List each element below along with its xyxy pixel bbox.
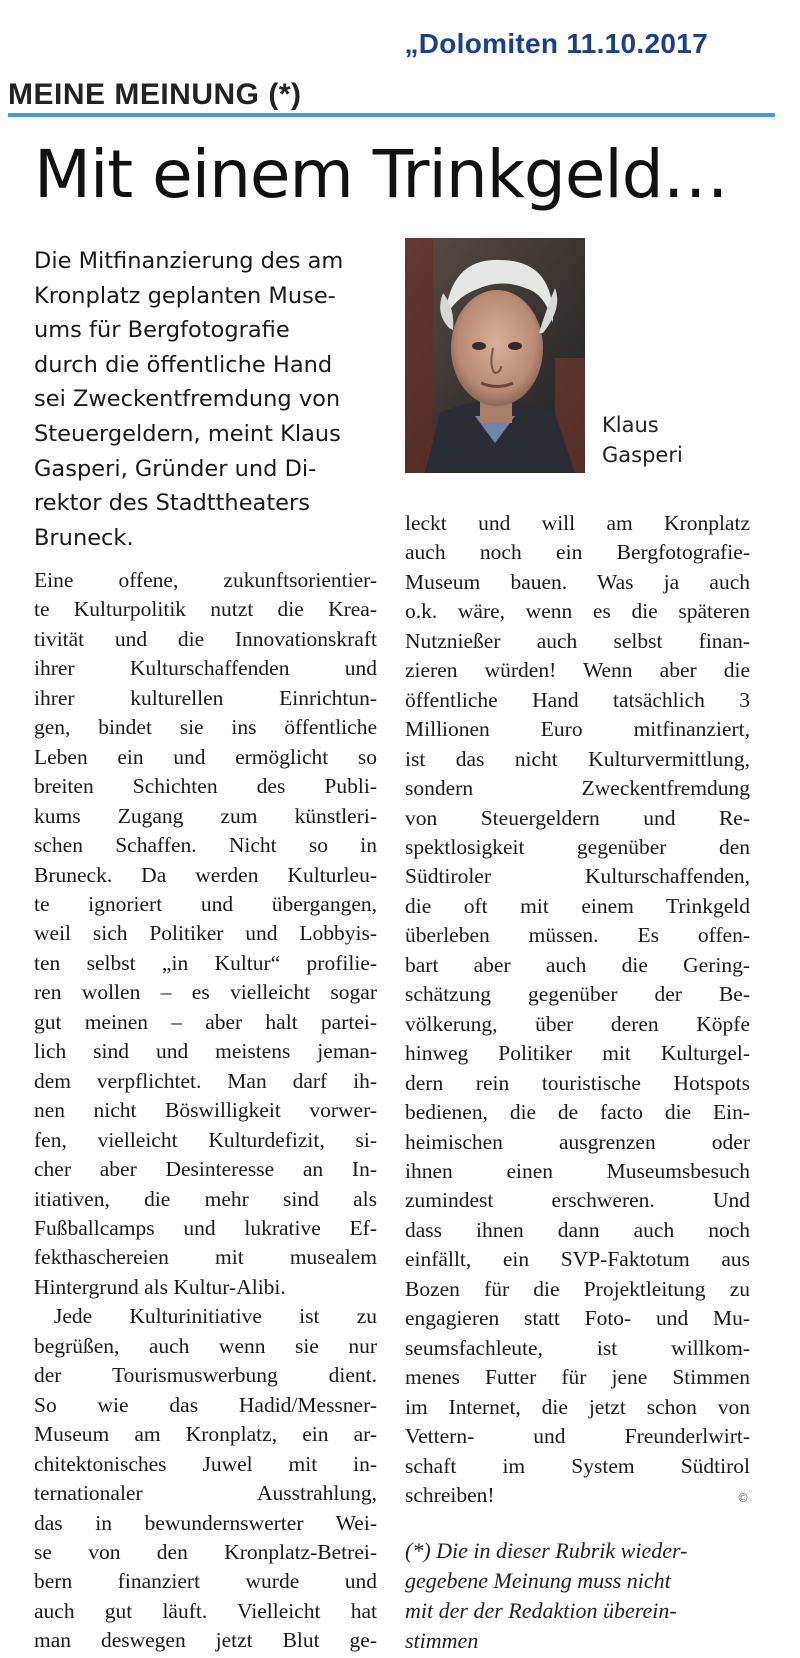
body-line: dass ihnen dann auch noch bbox=[405, 1217, 750, 1242]
body-line: völkerung, über deren Köpfe bbox=[405, 1011, 750, 1036]
body-line: breiten Schichten des Publi- bbox=[34, 774, 377, 799]
body-line: Bozen für die Projektleitung zu bbox=[405, 1276, 750, 1301]
rubric-title: MEINE MEINUNG (*) bbox=[8, 78, 302, 111]
body-line: Südtiroler Kulturschaffenden, bbox=[405, 864, 750, 889]
body-line: Fußballcamps und lukrative Ef- bbox=[34, 1215, 377, 1240]
article-body-right-column bbox=[405, 509, 750, 1510]
body-line: leckt und will am Kronplatz bbox=[405, 511, 750, 535]
body-line: seumsfachleute, ist willkom- bbox=[405, 1335, 750, 1360]
body-line: o.k. wäre, wenn es die späteren bbox=[405, 599, 750, 624]
body-line: gut meinen – aber halt partei- bbox=[34, 1009, 377, 1034]
body-line: te ignoriert und übergangen, bbox=[34, 891, 377, 916]
article-headline: Mit einem Trinkgeld… bbox=[34, 136, 728, 213]
body-line: weil sich Politiker und Lobbyis- bbox=[34, 921, 377, 946]
lead-line: Bruneck. bbox=[34, 524, 134, 551]
disclaimer-line: gegebene Meinung muss nicht bbox=[405, 1568, 671, 1593]
body-line: Vettern- und Freunderlwirt- bbox=[405, 1424, 750, 1449]
body-line: Jede Kulturinitiative ist zu bbox=[54, 1304, 377, 1329]
body-line: gen, bindet sie ins öffentliche bbox=[34, 715, 377, 740]
disclaimer-line: stimmen bbox=[405, 1628, 479, 1653]
body-line: Nutznießer auch selbst finan- bbox=[405, 628, 750, 653]
body-line: bedienen, die de facto die Ein- bbox=[405, 1100, 750, 1125]
body-line: bern finanziert wurde und bbox=[34, 1569, 377, 1594]
body-line: ihrer Kulturschaffenden und bbox=[34, 656, 377, 681]
body-line: im Internet, die jetzt schon von bbox=[405, 1394, 750, 1419]
body-line: der Tourismuswerbung dient. bbox=[34, 1363, 377, 1388]
body-line: auch gut läuft. Vielleicht hat bbox=[34, 1598, 377, 1623]
article-body-left-column bbox=[34, 566, 377, 1656]
caption-line: Klaus bbox=[602, 413, 659, 437]
body-line: fekthaschereien mit musealem bbox=[34, 1245, 377, 1270]
body-line: von Steuergeldern und Re- bbox=[405, 805, 750, 830]
lead-line: rektor des Stadttheaters bbox=[34, 490, 310, 517]
body-line: hinweg Politiker mit Kulturgel- bbox=[405, 1041, 750, 1066]
lead-line: durch die öffentliche Hand bbox=[34, 351, 333, 378]
body-line: das in bewundernswerter Wei- bbox=[34, 1510, 377, 1535]
disclaimer-line: (*) Die in dieser Rubrik wieder- bbox=[405, 1538, 688, 1563]
body-line: te Kulturpolitik nutzt die Krea- bbox=[34, 597, 377, 622]
disclaimer-line: mit der der Redaktion überein- bbox=[405, 1598, 677, 1623]
lead-line: Die Mitfinanzierung des am bbox=[34, 248, 344, 274]
body-line: menes Futter für jene Stimmen bbox=[405, 1365, 750, 1390]
body-line: itiativen, die mehr sind als bbox=[34, 1186, 377, 1211]
body-line: ternationaler Ausstrahlung, bbox=[34, 1481, 377, 1506]
body-line: ren wollen – es vielleicht sogar bbox=[34, 980, 377, 1005]
body-line: sondern Zweckentfremdung bbox=[405, 776, 750, 801]
lead-line: Kronplatz geplanten Muse- bbox=[34, 282, 336, 309]
body-line: se von den Kronplatz-Betrei- bbox=[34, 1539, 377, 1564]
body-line: einfällt, ein SVP-Faktotum aus bbox=[405, 1247, 750, 1272]
body-line: begrüßen, auch wenn sie nur bbox=[34, 1333, 377, 1358]
body-line: engagieren statt Foto- und Mu- bbox=[405, 1306, 750, 1331]
body-line: Leben ein und ermöglicht so bbox=[34, 744, 377, 769]
body-line: zumindest erschweren. Und bbox=[405, 1188, 750, 1213]
body-line: ten selbst „in Kultur“ profilie- bbox=[34, 950, 377, 975]
body-line: ihrer kulturellen Einrichtun- bbox=[34, 685, 377, 710]
copyright-mark: © bbox=[737, 1491, 749, 1505]
body-line: Millionen Euro mitfinanziert, bbox=[405, 717, 750, 742]
lead-line: Steuergeldern, meint Klaus bbox=[34, 420, 341, 447]
body-line: Bruneck. Da werden Kulturleu- bbox=[34, 862, 377, 887]
rubric-disclaimer bbox=[405, 1536, 750, 1656]
body-line: kums Zugang zum künstleri- bbox=[34, 803, 377, 828]
body-line: die oft mit einem Trinkgeld bbox=[405, 893, 750, 918]
body-line: tivität und die Innovationskraft bbox=[34, 626, 377, 651]
body-line: So wie das Hadid/Messner- bbox=[34, 1392, 377, 1417]
body-line: bart aber auch die Gering- bbox=[405, 952, 750, 977]
body-line: nen nicht Böswilligkeit vorwer- bbox=[34, 1098, 377, 1123]
body-line: schaft im System Südtirol bbox=[405, 1453, 750, 1478]
newspaper-source-date: „Dolomiten 11.10.2017 bbox=[404, 28, 708, 59]
body-line: überleben müssen. Es offen- bbox=[405, 923, 750, 948]
caption-line: Gasperi bbox=[602, 443, 683, 467]
body-line: Museum am Kronplatz, ein ar- bbox=[34, 1422, 377, 1447]
portrait-illustration bbox=[405, 238, 585, 473]
body-line: heimischen ausgrenzen oder bbox=[405, 1129, 750, 1154]
body-line: ist das nicht Kulturvermittlung, bbox=[405, 746, 750, 771]
body-line: schreiben! bbox=[405, 1482, 495, 1507]
body-line: Eine offene, zukunftsorientier- bbox=[34, 568, 377, 592]
body-line: spektlosigkeit gegenüber den bbox=[405, 834, 750, 859]
body-line: schen Schaffen. Nicht so in bbox=[34, 833, 377, 858]
body-line: dern rein touristische Hotspots bbox=[405, 1070, 750, 1095]
author-portrait-photo bbox=[405, 238, 585, 473]
lead-line: sei Zweckentfremdung von bbox=[34, 386, 341, 413]
body-line: schätzung gegenüber der Be- bbox=[405, 982, 750, 1007]
body-line: ihnen einen Museumsbesuch bbox=[405, 1158, 750, 1183]
body-line: Hintergrund als Kultur-Alibi. bbox=[34, 1274, 286, 1299]
lead-line: ums für Bergfotografie bbox=[34, 317, 290, 344]
lead-line: Gasperi, Gründer und Di- bbox=[34, 455, 317, 482]
body-line: zieren würden! Wenn aber die bbox=[405, 658, 750, 683]
body-line: Museum bauen. Was ja auch bbox=[405, 569, 750, 594]
body-line: fen, vielleicht Kulturdefizit, si- bbox=[34, 1127, 377, 1152]
photo-caption bbox=[602, 410, 683, 470]
body-line: auch noch ein Bergfotografie- bbox=[405, 540, 750, 565]
body-line: man deswegen jetzt Blut ge- bbox=[34, 1628, 377, 1653]
body-line: cher aber Desinteresse an In- bbox=[34, 1157, 377, 1182]
rubric-rule bbox=[8, 113, 775, 117]
body-line: öffentliche Hand tatsächlich 3 bbox=[405, 687, 750, 712]
body-line: lich sind und meistens jeman- bbox=[34, 1039, 377, 1064]
article-lead bbox=[34, 244, 374, 555]
body-line: dem verpflichtet. Man darf ih- bbox=[34, 1068, 377, 1093]
body-line: chitektonisches Juwel mit in- bbox=[34, 1451, 377, 1476]
